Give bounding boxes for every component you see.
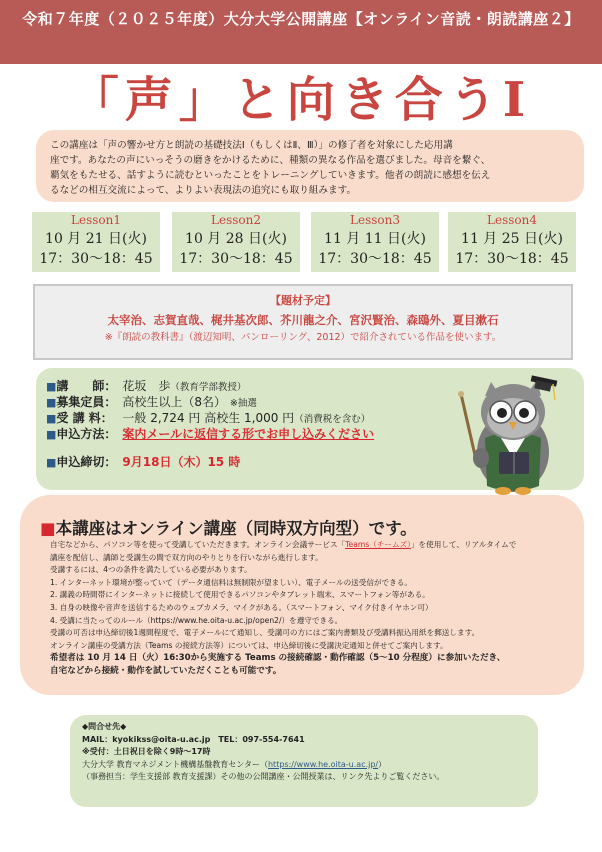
bullet-square: ■ (46, 428, 57, 441)
contact-org-text: 大分大学 教育マネジメント機構基盤教育センター（ (82, 759, 268, 769)
materials-note: ※『朗読の教科書』（渡辺知明、パンローリング、2012）で紹介されている作品を使います。 (104, 332, 502, 343)
fee-sub: （消費税を含む） (294, 414, 371, 425)
online-line: 受講するには、4つの条件を満たしている必要があります。 (50, 565, 252, 575)
contact-org-text: ） (378, 759, 387, 769)
online-line: 受講の可否は申込締切後1週間程度で、電子メールにて通知し、受講可の方にはご案内書類及び受講料振込用紙を郵送します。 (50, 628, 480, 638)
intro-line: この講座は「声の響かせ方と朗読の基礎技法Ⅰ（もしくはⅡ、Ⅲ）」の修了者を対象にした応用講 (50, 140, 453, 151)
online-line: オンライン講座の受講方法（Teams の接続方法等）については、申込締切後に受講決定通知と併せてご案内します。 (50, 640, 448, 650)
connection-test-note: 希望者は 10 月 14 日（火）16:30から実施する Teams の接続確認・動作確認（5〜10 分程度）に参加いただき、 (50, 653, 506, 664)
online-title-text: 本講座はオンライン講座（同時双方向型）です。 (55, 519, 417, 538)
header-title: 令和７年度（２０２５年度）大分大学公開講座【オンライン音読・朗読講座２】 (22, 10, 580, 28)
online-line (50, 539, 580, 552)
intro-line: 座です。あなたの声にいっそうの磨きをかけるために、種類の異なる作品を選びました。母音を繋ぐ、 (50, 155, 491, 166)
connection-test-note: 自宅などから接続・動作を試していただくことも可能です。 (50, 666, 282, 677)
deadline-row (46, 454, 240, 471)
contact-mail-tel: MAIL：kyokikss@oita-u.ac.jp TEL：097-554-7641 (82, 734, 305, 744)
deadline-label: 申込締切： (56, 455, 117, 469)
contact-heading: ◆問合せ先◆ (82, 722, 127, 731)
bullet-square: ■ (46, 380, 57, 393)
fee-label: 受 講 料： (56, 411, 113, 425)
intro-line: るなどの相互交流によって、よりよい表現法の追究にも取り組みます。 (50, 185, 357, 196)
fee-value: 一般 2,724 円 高校生 1,000 円 (122, 411, 295, 425)
bullet-square: ■ (46, 456, 57, 469)
lesson-time: 17：30〜18：45 (318, 251, 432, 267)
instructor-sub: （教育学部教授） (170, 382, 247, 393)
contact-box (70, 715, 538, 807)
contact-website-link[interactable]: https://www.he.oita-u.ac.jp/ (267, 759, 379, 769)
lesson-date: 10 月 21 日(火) (45, 231, 147, 247)
condition-3: 3. 自身の映像や音声を送信するためのウェブカメラ、マイクがある。（スマートフォン、マイク付きイヤホン可） (50, 602, 433, 612)
method-label: 申込方法： (56, 427, 117, 441)
intro-box (36, 130, 584, 202)
lesson-date: 10 月 28 日(火) (185, 231, 287, 247)
method-value: 案内メールに返信する形でお申し込みください (122, 427, 375, 441)
instructor-label: 講 師： (56, 379, 117, 393)
online-info-box (20, 495, 584, 695)
online-line: 講座を配信し、講師と受講生の間で双方向のやりとりを行いながら進行します。 (50, 552, 323, 562)
instructor-value: 花坂 歩 (122, 379, 171, 393)
contact-staff: （事務担当：学生支援部 教育支援課）その他の公開講座・公開授業は、リンク先よりご覧ください。 (82, 772, 445, 782)
capacity-sub: ※抽選 (229, 398, 257, 409)
main-title: 「声」と向き合うⅠ (70, 72, 532, 128)
online-title (40, 515, 417, 539)
materials-box (33, 284, 573, 360)
condition-1: 1. インターネット環境が整っていて（データ通信料は無制限が望ましい）、電子メールの送受信ができる。 (50, 577, 412, 587)
lesson-name: Lesson4 (487, 213, 537, 227)
condition-2: 2. 講義の時間帯にインターネットに接続して使用できるパソコンやタブレット端末、スマートフォン等がある。 (50, 590, 430, 600)
lesson-card-4 (448, 212, 576, 272)
deadline-value: 9月18日（木）15 時 (122, 455, 241, 469)
lesson-time: 17：30〜18：45 (455, 251, 569, 267)
lesson-card-2 (172, 212, 300, 272)
lesson-date: 11 月 11 日(火) (324, 231, 426, 247)
lesson-card-3 (311, 212, 439, 272)
lesson-time: 17：30〜18：45 (39, 251, 153, 267)
intro-line: 覇気をもたせる、話すように読むといったことをトレーニングしていきます。他者の朗読に感想を伝え (50, 170, 491, 181)
online-line-text: 自宅などから、パソコン等を使って受講していただきます。オンライン会議サービス「 (50, 540, 346, 549)
teams-link[interactable]: Teams（チームズ） (345, 540, 411, 549)
lesson-name: Lesson1 (71, 213, 121, 227)
contact-org (82, 759, 526, 772)
lesson-card-1 (32, 212, 160, 272)
title-square-mark: ■ (40, 519, 56, 538)
materials-authors: 太宰治、志賀直哉、梶井基次郎、芥川龍之介、宮沢賢治、森鴎外、夏目漱石 (107, 313, 499, 327)
contact-hours: ※受付：土日祝日を除く9時〜17時 (82, 747, 211, 757)
method-row (46, 426, 374, 443)
online-body (50, 539, 580, 678)
owl-professor-illustration (455, 372, 565, 498)
bullet-square: ■ (46, 396, 57, 409)
lesson-date: 11 月 25 日(火) (461, 231, 563, 247)
materials-heading: 【題材予定】 (270, 294, 336, 307)
capacity-value: 高校生以上（8名） (122, 395, 227, 409)
lesson-name: Lesson3 (350, 213, 400, 227)
online-line-text: 」を使用して、リアルタイムで (410, 540, 517, 549)
lesson-time: 17：30〜18：45 (179, 251, 293, 267)
bullet-square: ■ (46, 412, 57, 425)
condition-4: 4. 受講に当たってのルール（https://www.he.oita-u.ac.jp/open2/）を遵守できる。 (50, 615, 343, 625)
capacity-label: 募集定員： (56, 395, 117, 409)
lesson-name: Lesson2 (211, 213, 261, 227)
